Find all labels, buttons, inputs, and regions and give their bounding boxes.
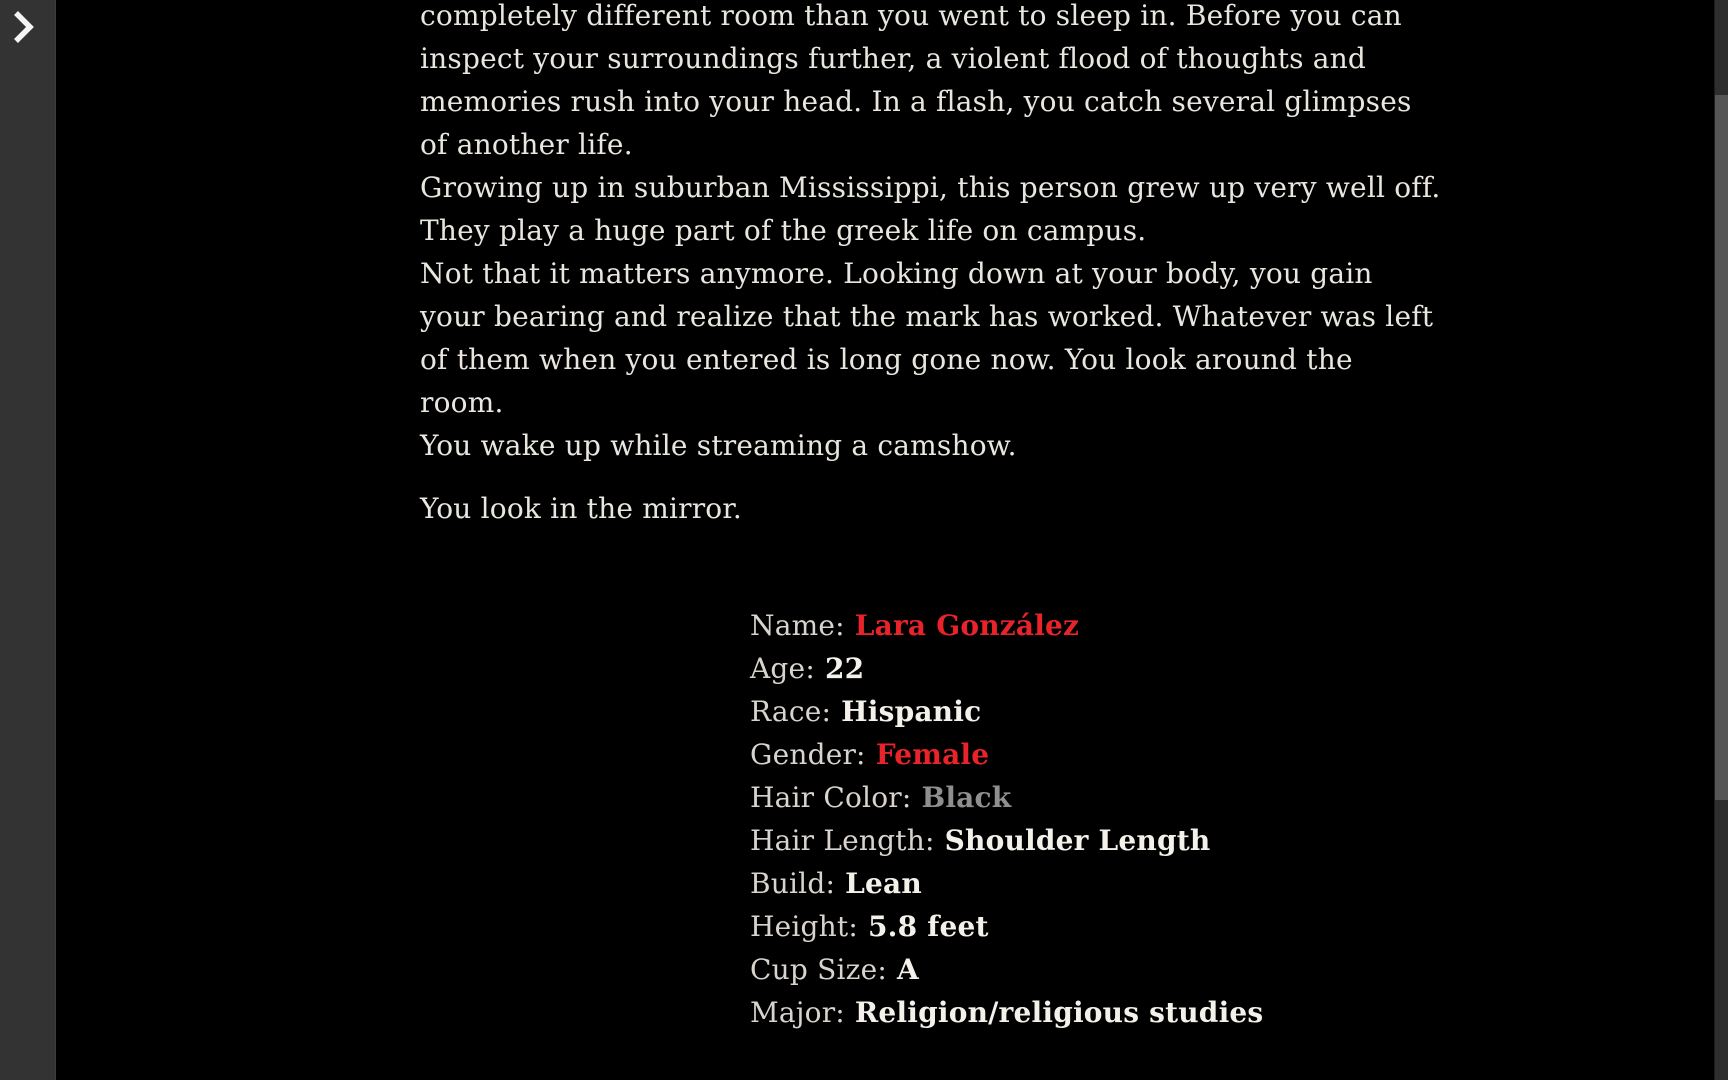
passage bbox=[420, 0, 1441, 1034]
stat-label: Age: bbox=[750, 652, 815, 685]
story-line: Growing up in suburban Mississippi, this person grew up very well off. bbox=[420, 171, 1441, 204]
character-stats bbox=[750, 604, 1360, 1034]
stat-line bbox=[750, 733, 1360, 776]
stat-label: Hair Length: bbox=[750, 824, 935, 857]
stat-line bbox=[750, 776, 1360, 819]
stat-label: Major: bbox=[750, 996, 845, 1029]
stat-line bbox=[750, 948, 1360, 991]
story-line: your bearing and realize that the mark has worked. Whatever was left bbox=[420, 300, 1434, 333]
scrollbar[interactable] bbox=[1714, 0, 1728, 1080]
stat-value: 22 bbox=[824, 652, 865, 685]
story-text bbox=[420, 0, 1441, 467]
stat-value: 5.8 feet bbox=[868, 910, 989, 943]
stat-value: Lean bbox=[845, 867, 922, 900]
stat-label: Hair Color: bbox=[750, 781, 912, 814]
stat-label: Gender: bbox=[750, 738, 866, 771]
stat-line bbox=[750, 819, 1360, 862]
stat-label: Build: bbox=[750, 867, 836, 900]
stat-value: Female bbox=[875, 738, 990, 771]
story-line: They play a huge part of the greek life on campus. bbox=[420, 214, 1147, 247]
stat-value: Lara González bbox=[854, 609, 1080, 642]
stat-line bbox=[750, 647, 1360, 690]
stat-label: Height: bbox=[750, 910, 858, 943]
stat-value: Religion/religious studies bbox=[854, 996, 1264, 1029]
story-line: room. bbox=[420, 386, 504, 419]
stat-line bbox=[750, 690, 1360, 733]
stat-value: Hispanic bbox=[841, 695, 982, 728]
stat-label: Race: bbox=[750, 695, 832, 728]
stat-label: Cup Size: bbox=[750, 953, 887, 986]
stat-line bbox=[750, 905, 1360, 948]
stat-line bbox=[750, 991, 1360, 1034]
story-line: You wake up while streaming a camshow. bbox=[420, 429, 1017, 462]
stat-line bbox=[750, 604, 1360, 647]
sidebar bbox=[0, 0, 56, 1080]
story-line: inspect your surroundings further, a violent flood of thoughts and bbox=[420, 42, 1367, 75]
stat-line bbox=[750, 862, 1360, 905]
story-line: memories rush into your head. In a flash, you catch several glimpses bbox=[420, 85, 1412, 118]
scrollbar-thumb[interactable] bbox=[1715, 95, 1728, 800]
stat-value: Shoulder Length bbox=[944, 824, 1211, 857]
story-line: of another life. bbox=[420, 128, 633, 161]
mirror-line: You look in the mirror. bbox=[420, 492, 742, 525]
stat-value: A bbox=[896, 953, 919, 986]
story-line: completely different room than you went to sleep in. Before you can bbox=[420, 0, 1402, 32]
stat-label: Name: bbox=[750, 609, 845, 642]
chevron-right-icon bbox=[13, 10, 41, 44]
sidebar-toggle-button[interactable] bbox=[13, 9, 41, 45]
stat-value: Black bbox=[921, 781, 1012, 814]
story-line: of them when you entered is long gone now. You look around the bbox=[420, 343, 1353, 376]
story-line: Not that it matters anymore. Looking down at your body, you gain bbox=[420, 257, 1373, 290]
